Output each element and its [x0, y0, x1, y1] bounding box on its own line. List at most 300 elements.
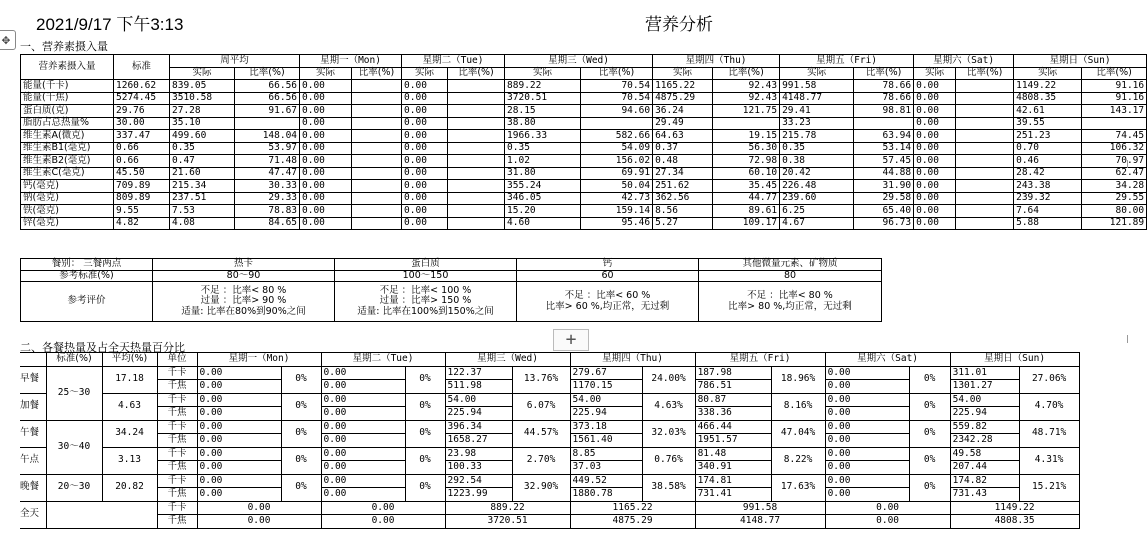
ratio-value: 29.55: [1082, 192, 1147, 205]
nutrient-standard: 45.50: [114, 167, 170, 180]
meal-energy-value: 54.00: [950, 393, 1019, 407]
actual-value: 15.20: [505, 205, 581, 218]
reference-eval-cell: [153, 282, 335, 322]
eval-line: 适量: 比率在80%到90%之间: [181, 305, 306, 317]
actual-value: 7.64: [1014, 205, 1082, 218]
total-energy-value: 0.00: [825, 515, 950, 529]
actual-value: 1165.22: [653, 80, 713, 93]
nutrient-name: 能量(千卡): [21, 80, 114, 93]
unit-label: 千焦: [157, 407, 197, 421]
meal-energy-value: 80.87: [695, 393, 771, 407]
meal-percent: 32.03%: [642, 420, 695, 447]
nutrient-standard: 809.89: [114, 192, 170, 205]
eval-line: 不足 ：比率< 100 %: [379, 284, 472, 296]
ratio-value: 66.56: [235, 80, 300, 93]
actual-value: 0.35: [170, 142, 235, 155]
meal-energy-value: 511.98: [445, 380, 512, 394]
reference-cell: 参考标准(%): [21, 270, 153, 282]
meal-percent: 0%: [909, 393, 950, 420]
column-subheader-ratio: 比率(%): [1082, 67, 1147, 80]
meal-percent: 0%: [405, 420, 445, 447]
actual-value: 4.67: [780, 217, 854, 230]
actual-value: 0.00: [300, 142, 352, 155]
nutrient-name: 能量(千焦): [21, 92, 114, 105]
meal-percent: 0%: [405, 474, 445, 501]
meal-percent: 0%: [909, 447, 950, 474]
unit-label: 千卡: [157, 420, 197, 434]
nutrient-row: [21, 180, 1147, 193]
actual-value: 889.22: [505, 80, 581, 93]
unit-label: 千焦: [157, 380, 197, 394]
actual-value: 28.15: [505, 105, 581, 118]
ratio-value: [956, 80, 1014, 93]
reference-cell: 其他微量元素、矿物质: [699, 259, 882, 271]
meal-percent: 4.31%: [1019, 447, 1079, 474]
column-subheader-ratio: 比率(%): [713, 67, 780, 80]
unit-label: 千卡: [157, 447, 197, 461]
meal-percent: 0%: [909, 366, 950, 393]
ratio-value: [448, 192, 505, 205]
ratio-value: 91.67: [235, 105, 300, 118]
unit-label: 千卡: [157, 393, 197, 407]
meal-energy-value: 731.41: [695, 488, 771, 502]
eval-line: 不足 ：比率< 60 %: [564, 290, 651, 301]
ratio-value: [448, 117, 505, 130]
actual-value: 0.00: [300, 180, 352, 193]
unit-label: 千焦: [157, 515, 197, 529]
meal-percent: 0%: [405, 447, 445, 474]
column-header-week-average: 周平均: [170, 55, 300, 68]
meal-energy-value: 292.54: [445, 474, 512, 488]
actual-value: 42.61: [1014, 105, 1082, 118]
actual-value: 0.00: [300, 117, 352, 130]
reference-eval-cell: [335, 282, 517, 322]
eval-line: 比率> 80 %,均正常，无过剩: [728, 300, 852, 312]
total-energy-value: 0.00: [825, 501, 950, 515]
total-row: [20, 515, 1079, 529]
nutrient-row: [21, 192, 1147, 205]
column-header-standard: 标准(%): [46, 353, 102, 367]
actual-value: 226.48: [780, 180, 854, 193]
meal-standard: 25～30: [46, 366, 102, 420]
meal-energy-value: 0.00: [321, 488, 405, 502]
ratio-value: [956, 155, 1014, 168]
actual-value: 355.24: [505, 180, 581, 193]
actual-value: 251.62: [653, 180, 713, 193]
reference-cell: 80: [699, 270, 882, 282]
column-subheader-actual: 实际: [170, 67, 235, 80]
actual-value: 0.00: [300, 92, 352, 105]
ratio-value: [713, 117, 780, 130]
reference-cell: 钙: [517, 259, 699, 271]
meal-average: 17.18: [102, 366, 157, 393]
nutrient-standard: 0.66: [114, 155, 170, 168]
ratio-value: [448, 167, 505, 180]
actual-value: 215.78: [780, 130, 854, 143]
reference-standard-table: [20, 258, 882, 322]
actual-value: 64.63: [653, 130, 713, 143]
meal-percent: 32.90%: [512, 474, 570, 501]
total-row: [20, 501, 1079, 515]
actual-value: 0.00: [914, 105, 956, 118]
actual-value: 0.00: [402, 130, 448, 143]
meal-percent: 0%: [281, 474, 321, 501]
actual-value: 4875.29: [653, 92, 713, 105]
ratio-value: 143.17: [1082, 105, 1147, 118]
nutrient-name: 蛋白质(克): [21, 105, 114, 118]
meal-percent: 0%: [281, 420, 321, 447]
actual-value: 0.00: [914, 92, 956, 105]
meal-energy-value: 0.00: [197, 366, 281, 380]
actual-value: 39.55: [1014, 117, 1082, 130]
ratio-value: 29.58: [854, 192, 914, 205]
scroll-edge-marker: [1127, 160, 1132, 168]
nutrient-name: 钠(毫克): [21, 192, 114, 205]
column-header-day: 星期二（Tue): [321, 353, 445, 367]
meal-percent: 0%: [281, 366, 321, 393]
meal-energy-value: 225.94: [950, 407, 1019, 421]
meal-energy-value: 0.00: [321, 420, 405, 434]
ratio-value: 56.30: [713, 142, 780, 155]
meal-energy-value: 174.82: [950, 474, 1019, 488]
actual-value: 0.00: [402, 92, 448, 105]
meal-energy-value: 0.00: [321, 461, 405, 475]
ratio-value: 42.73: [581, 192, 653, 205]
ratio-value: 95.46: [581, 217, 653, 230]
add-button[interactable]: +: [553, 329, 589, 351]
ratio-value: [448, 130, 505, 143]
ratio-value: 35.45: [713, 180, 780, 193]
ratio-value: [235, 117, 300, 130]
actual-value: 0.35: [780, 142, 854, 155]
total-energy-value: 991.58: [695, 501, 825, 515]
column-header-day: 星期二（Tue): [402, 55, 505, 68]
total-energy-value: 0.00: [321, 501, 445, 515]
meal-energy-value: 0.00: [321, 474, 405, 488]
actual-value: 0.48: [653, 155, 713, 168]
nutrient-standard: 337.47: [114, 130, 170, 143]
column-subheader-ratio: 比率(%): [956, 67, 1014, 80]
meal-percent: 27.06%: [1019, 366, 1079, 393]
actual-value: 0.00: [402, 117, 448, 130]
ratio-value: 66.56: [235, 92, 300, 105]
nutrient-name: 铁(毫克): [21, 205, 114, 218]
ratio-value: [854, 117, 914, 130]
ratio-value: 53.97: [235, 142, 300, 155]
meal-energy-value: 49.58: [950, 447, 1019, 461]
ratio-value: 121.89: [1082, 217, 1147, 230]
meal-energy-value: 311.01: [950, 366, 1019, 380]
ratio-value: 70.54: [581, 92, 653, 105]
column-subheader-actual: 实际: [300, 67, 352, 80]
actual-value: 4.08: [170, 217, 235, 230]
ratio-value: [956, 105, 1014, 118]
actual-value: 0.35: [505, 142, 581, 155]
ratio-value: [448, 92, 505, 105]
actual-value: 0.00: [914, 180, 956, 193]
reference-cell: 热卡: [153, 259, 335, 271]
ratio-value: 69.91: [581, 167, 653, 180]
section-heading-meal-energy: 二、各餐热量及占全天热量百分比: [20, 341, 185, 354]
column-subheader-actual: 实际: [914, 67, 956, 80]
column-subheader-actual: 实际: [780, 67, 854, 80]
actual-value: 0.00: [914, 80, 956, 93]
ratio-value: [956, 130, 1014, 143]
actual-value: 0.00: [914, 130, 956, 143]
meal-energy-value: 0.00: [825, 380, 909, 394]
meal-energy-value: 731.43: [950, 488, 1019, 502]
actual-value: 0.00: [914, 155, 956, 168]
meal-energy-value: 1658.27: [445, 434, 512, 448]
ratio-value: 44.77: [713, 192, 780, 205]
ratio-value: 148.04: [235, 130, 300, 143]
meal-energy-value: 0.00: [825, 366, 909, 380]
meal-name: 加餐: [20, 393, 46, 420]
ratio-value: [956, 92, 1014, 105]
actual-value: 839.05: [170, 80, 235, 93]
actual-value: 21.60: [170, 167, 235, 180]
ratio-value: [448, 80, 505, 93]
column-header-day: 星期三（Wed): [505, 55, 653, 68]
nutrient-standard: 4.82: [114, 217, 170, 230]
total-energy-value: 4875.29: [570, 515, 695, 529]
meal-percent: 17.63%: [771, 474, 825, 501]
ratio-value: 582.66: [581, 130, 653, 143]
meal-energy-value: 23.98: [445, 447, 512, 461]
ratio-value: [581, 117, 653, 130]
meal-energy-value: 54.00: [570, 393, 642, 407]
ratio-value: [956, 192, 1014, 205]
nutrient-name: 脂肪占总热量%: [21, 117, 114, 130]
column-subheader-actual: 实际: [1014, 67, 1082, 80]
table-header-row: [21, 55, 1147, 68]
meal-average: 34.24: [102, 420, 157, 447]
actual-value: 5.88: [1014, 217, 1082, 230]
ratio-value: [956, 117, 1014, 130]
ratio-value: [352, 217, 402, 230]
actual-value: 0.00: [914, 167, 956, 180]
meal-energy-value: 0.00: [825, 488, 909, 502]
ratio-value: 65.40: [854, 205, 914, 218]
actual-value: 3510.58: [170, 92, 235, 105]
actual-value: 239.60: [780, 192, 854, 205]
unit-label: 千焦: [157, 488, 197, 502]
unit-label: 千卡: [157, 501, 197, 515]
total-blank: [46, 501, 157, 528]
actual-value: 1966.33: [505, 130, 581, 143]
nutrient-standard: 709.89: [114, 180, 170, 193]
column-header-standard: 标准: [114, 55, 170, 80]
ratio-value: 71.48: [235, 155, 300, 168]
column-subheader-actual: 实际: [402, 67, 448, 80]
meal-energy-value: 0.00: [321, 380, 405, 394]
nutrient-standard: 30.00: [114, 117, 170, 130]
meal-energy-value: 0.00: [197, 420, 281, 434]
reference-row: [21, 270, 882, 282]
actual-value: 0.47: [170, 155, 235, 168]
eval-line: 适量: 比率在100%到150%之间: [357, 305, 494, 317]
ratio-value: [352, 142, 402, 155]
meal-energy-value: 0.00: [197, 407, 281, 421]
meal-percent: 44.57%: [512, 420, 570, 447]
actual-value: 243.38: [1014, 180, 1082, 193]
ratio-value: 74.45: [1082, 130, 1147, 143]
actual-value: 29.41: [780, 105, 854, 118]
nutrient-intake-table: [20, 54, 1147, 230]
page-title: 营养分析: [645, 15, 713, 35]
actual-value: 36.24: [653, 105, 713, 118]
meal-percent: 0%: [281, 447, 321, 474]
ratio-value: [352, 205, 402, 218]
meal-energy-value: 279.67: [570, 366, 642, 380]
meal-name: 午点: [20, 447, 46, 474]
meal-row: [20, 474, 1079, 488]
column-header-day: 星期五（Fri): [695, 353, 825, 367]
meal-percent: 13.76%: [512, 366, 570, 393]
actual-value: 0.00: [300, 130, 352, 143]
unit-label: 千卡: [157, 366, 197, 380]
reference-row: [21, 259, 882, 271]
meal-energy-value: 559.82: [950, 420, 1019, 434]
ratio-value: 30.33: [235, 180, 300, 193]
table-header-row: [20, 353, 1079, 367]
meal-percent: 0%: [909, 474, 950, 501]
ratio-value: [448, 105, 505, 118]
actual-value: 0.00: [402, 205, 448, 218]
actual-value: 29.49: [653, 117, 713, 130]
meal-energy-value: 0.00: [321, 447, 405, 461]
nutrient-row: [21, 130, 1147, 143]
actual-value: 499.60: [170, 130, 235, 143]
meal-percent: 18.96%: [771, 366, 825, 393]
ratio-value: 80.00: [1082, 205, 1147, 218]
column-header-day: 星期四（Thu): [570, 353, 695, 367]
ratio-value: 92.43: [713, 80, 780, 93]
ratio-value: 70.54: [581, 80, 653, 93]
meal-energy-value: 466.44: [695, 420, 771, 434]
ratio-value: 91.16: [1082, 92, 1147, 105]
move-handle-icon[interactable]: ✥: [0, 30, 16, 50]
column-header-day: 星期四（Thu): [653, 55, 780, 68]
ratio-value: 84.65: [235, 217, 300, 230]
meal-percent: 15.21%: [1019, 474, 1079, 501]
column-subheader-actual: 实际: [505, 67, 581, 80]
column-header-day: 星期日（Sun): [950, 353, 1079, 367]
meal-energy-value: 187.98: [695, 366, 771, 380]
actual-value: 6.25: [780, 205, 854, 218]
reference-cell: 餐别： 三餐两点: [21, 259, 153, 271]
nutrient-name: 维生素C(毫克): [21, 167, 114, 180]
ratio-value: 98.81: [854, 105, 914, 118]
nutrient-standard: 5274.45: [114, 92, 170, 105]
meal-energy-value: 373.18: [570, 420, 642, 434]
total-label: 全天: [20, 501, 46, 528]
ratio-value: 44.88: [854, 167, 914, 180]
meal-row: [20, 420, 1079, 434]
ratio-value: [1082, 117, 1147, 130]
column-header-day: 星期六（Sat): [914, 55, 1014, 68]
column-header-nutrient: 营养素摄入量: [21, 55, 114, 80]
meal-percent: 0%: [281, 393, 321, 420]
meal-energy-value: 37.03: [570, 461, 642, 475]
actual-value: 0.00: [914, 205, 956, 218]
actual-value: 0.38: [780, 155, 854, 168]
actual-value: 1.02: [505, 155, 581, 168]
nutrient-name: 维生素B2(毫克): [21, 155, 114, 168]
actual-value: 0.00: [300, 192, 352, 205]
actual-value: 1149.22: [1014, 80, 1082, 93]
column-header-meal: [20, 353, 46, 367]
ratio-value: [352, 117, 402, 130]
total-energy-value: 1149.22: [950, 501, 1079, 515]
ratio-value: 29.33: [235, 192, 300, 205]
ratio-value: 53.14: [854, 142, 914, 155]
meal-energy-value: 0.00: [197, 434, 281, 448]
section-heading-nutrient-intake: 一、营养素摄入量: [20, 40, 108, 53]
reference-cell: 80～90: [153, 270, 335, 282]
actual-value: 0.00: [914, 142, 956, 155]
total-energy-value: 889.22: [445, 501, 570, 515]
ratio-value: 63.94: [854, 130, 914, 143]
meal-energy-value: 0.00: [197, 393, 281, 407]
actual-value: 0.00: [300, 155, 352, 168]
nutrient-name: 锌(毫克): [21, 217, 114, 230]
meal-energy-value: 0.00: [825, 393, 909, 407]
ratio-value: 47.47: [235, 167, 300, 180]
ratio-value: 96.73: [854, 217, 914, 230]
meal-energy-value: 1301.27: [950, 380, 1019, 394]
actual-value: 0.70: [1014, 142, 1082, 155]
column-header-day: 星期一（Mon): [300, 55, 402, 68]
meal-energy-value: 0.00: [197, 488, 281, 502]
meal-energy-value: 1561.40: [570, 434, 642, 448]
ratio-value: 94.60: [581, 105, 653, 118]
meal-percent: 4.70%: [1019, 393, 1079, 420]
ratio-value: [352, 167, 402, 180]
nutrient-standard: 0.66: [114, 142, 170, 155]
ratio-value: [448, 180, 505, 193]
meal-energy-value: 1951.57: [695, 434, 771, 448]
actual-value: 0.00: [402, 105, 448, 118]
actual-value: 31.80: [505, 167, 581, 180]
eval-line: 不足 ：比率< 80 %: [747, 290, 833, 301]
column-header-day: 星期五（Fri): [780, 55, 914, 68]
meal-energy-value: 122.37: [445, 366, 512, 380]
meal-energy-value: 0.00: [825, 461, 909, 475]
ratio-value: 89.61: [713, 205, 780, 218]
total-energy-value: 1165.22: [570, 501, 695, 515]
column-header-day: 星期一（Mon): [197, 353, 321, 367]
ratio-value: 78.66: [854, 92, 914, 105]
meal-name: 早餐: [20, 366, 46, 393]
ratio-value: [448, 142, 505, 155]
meal-energy-value: 225.94: [570, 407, 642, 421]
reference-eval-cell: [517, 282, 699, 322]
ratio-value: 109.17: [713, 217, 780, 230]
meal-percent: 24.00%: [642, 366, 695, 393]
meal-percent: 4.63%: [642, 393, 695, 420]
meal-energy-value: 338.36: [695, 407, 771, 421]
meal-energy-value: 0.00: [825, 447, 909, 461]
actual-value: 0.00: [402, 217, 448, 230]
ratio-value: [956, 167, 1014, 180]
actual-value: 0.00: [402, 167, 448, 180]
scroll-edge-marker: [1127, 335, 1132, 343]
actual-value: 215.34: [170, 180, 235, 193]
meal-energy-value: 340.91: [695, 461, 771, 475]
column-subheader-ratio: 比率(%): [448, 67, 505, 80]
meal-average: 3.13: [102, 447, 157, 474]
